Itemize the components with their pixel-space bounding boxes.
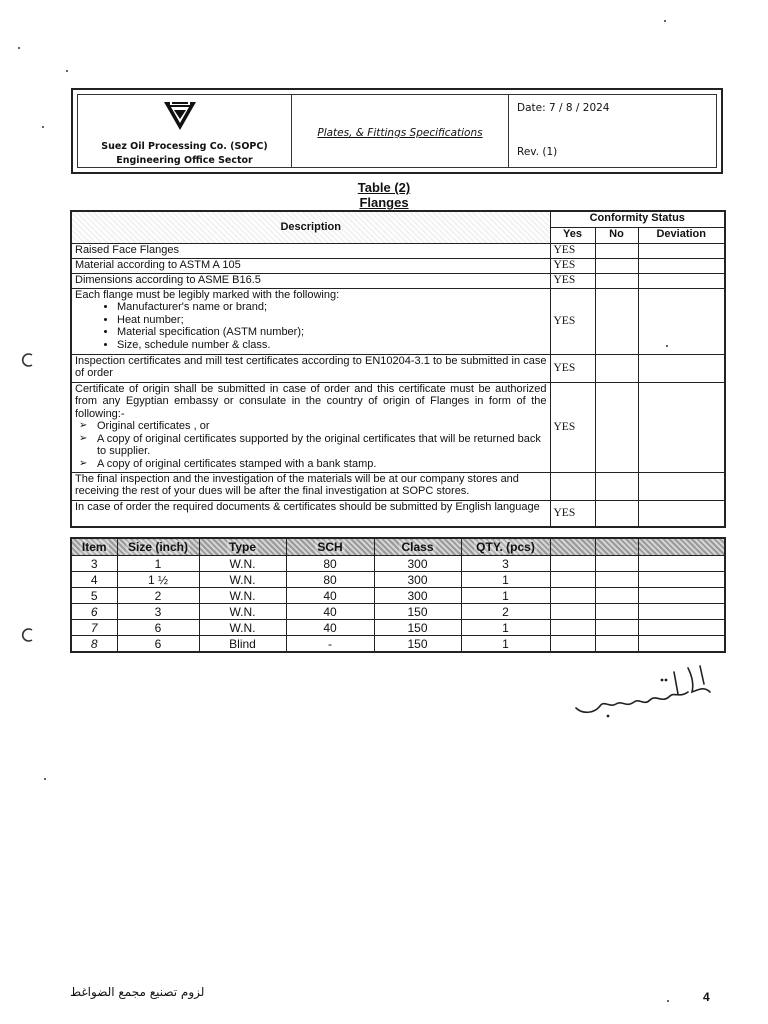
table-row: [71, 636, 725, 653]
table-row: [71, 620, 725, 636]
list-item: ➢ Original certificates , or: [97, 420, 547, 433]
qty-header: QTY. (pcs): [461, 538, 550, 556]
speck: [18, 47, 20, 49]
requirement-text: Material according to ASTM A 105: [71, 258, 550, 273]
type-value: W.N.: [199, 604, 286, 620]
speck: [664, 20, 666, 22]
deviation-cell: [638, 500, 725, 527]
date-text: Date: 7 / 8 / 2024: [517, 102, 610, 114]
sch-value: 40: [286, 620, 374, 636]
speck: [66, 70, 68, 72]
type-value: W.N.: [199, 588, 286, 604]
department-name: Engineering Office Sector: [116, 155, 253, 166]
size-value: 6: [117, 636, 199, 653]
requirement-text: Certificate of origin shall be submitted in case of order and this certificate must be authorized from any Egyptian embassy or consulate in the country of origin of Flanges in form of the following:-: [75, 382, 547, 420]
class-value: 150: [374, 636, 461, 653]
spec-title: Plates, & Fittings Specifications: [317, 127, 483, 139]
deviation-cell: [638, 354, 725, 382]
type-value: W.N.: [199, 620, 286, 636]
date-rev-block: [509, 95, 716, 167]
no-cell: [595, 604, 638, 620]
list-item: • Manufacturer's name or brand;: [117, 301, 547, 314]
yes-cell: [550, 556, 595, 572]
table-title: Table (2): [357, 180, 411, 195]
list-item: • Heat number;: [117, 314, 547, 327]
requirement-text: Raised Face Flanges: [71, 243, 550, 258]
type-header: Type: [199, 538, 286, 556]
item-number: 5: [71, 588, 117, 604]
type-value: Blind: [199, 636, 286, 653]
table-row: [71, 258, 725, 273]
requirement-text: In case of order the required documents & certificates should be submitted by English language: [71, 500, 550, 527]
yes-cell: [550, 572, 595, 588]
description-header: Description: [71, 211, 550, 243]
item-number: 6: [71, 604, 117, 620]
no-cell: [595, 472, 638, 500]
table-row: [71, 273, 725, 288]
yes-mark: YES: [550, 273, 595, 288]
document-header: [71, 88, 723, 174]
sch-value: -: [286, 636, 374, 653]
no-cell: [595, 556, 638, 572]
yes-mark: YES: [550, 243, 595, 258]
qty-value: 1: [461, 620, 550, 636]
qty-value: 1: [461, 636, 550, 653]
no-cell: [595, 538, 638, 556]
no-column-header: No: [595, 227, 638, 243]
sch-value: 40: [286, 604, 374, 620]
no-cell: [595, 273, 638, 288]
table-row: [71, 588, 725, 604]
no-cell: [595, 258, 638, 273]
certificate-options-list: [75, 420, 547, 470]
item-header: Item: [71, 538, 117, 556]
sopc-logo: [162, 99, 198, 133]
table-row: [71, 572, 725, 588]
footer-arabic-note: لزوم تصنيع مجمع الضواغط: [70, 985, 205, 999]
type-value: W.N.: [199, 572, 286, 588]
deviation-cell: [638, 243, 725, 258]
no-cell: [595, 354, 638, 382]
speck: [44, 778, 46, 780]
deviation-cell: [638, 382, 725, 472]
sch-value: 80: [286, 572, 374, 588]
deviation-cell: [638, 604, 725, 620]
no-cell: [595, 500, 638, 527]
speck: [42, 126, 44, 128]
table-row: [71, 604, 725, 620]
speck: [667, 1000, 669, 1002]
conformity-status-header: Conformity Status: [550, 211, 725, 227]
size-value: 2: [117, 588, 199, 604]
punch-hole-bottom: [20, 627, 36, 643]
flange-items-table: [70, 537, 726, 653]
table-row: [71, 243, 725, 258]
deviation-column-header: Deviation: [638, 227, 725, 243]
requirement-cell: [71, 288, 550, 354]
yes-mark: [550, 472, 595, 500]
deviation-cell: [638, 588, 725, 604]
deviation-cell: [638, 538, 725, 556]
table-row: [71, 288, 725, 354]
qty-value: 1: [461, 588, 550, 604]
yes-mark: YES: [550, 288, 595, 354]
no-cell: [595, 243, 638, 258]
yes-mark: YES: [550, 354, 595, 382]
item-number: 8: [71, 636, 117, 653]
sch-value: 80: [286, 556, 374, 572]
class-value: 150: [374, 604, 461, 620]
company-name: Suez Oil Processing Co. (SOPC): [101, 141, 268, 152]
marking-list: [75, 301, 547, 351]
yes-cell: [550, 604, 595, 620]
requirement-cell: [71, 382, 550, 472]
size-value: 1: [117, 556, 199, 572]
deviation-cell: [638, 288, 725, 354]
qty-value: 1: [461, 572, 550, 588]
size-value: 6: [117, 620, 199, 636]
spec-title-block: [292, 95, 509, 167]
class-header: Class: [374, 538, 461, 556]
deviation-cell: [638, 620, 725, 636]
table-row: [71, 472, 725, 500]
no-cell: [595, 636, 638, 653]
yes-cell: [550, 538, 595, 556]
class-value: 150: [374, 620, 461, 636]
yes-mark: YES: [550, 382, 595, 472]
qty-value: 3: [461, 556, 550, 572]
yes-cell: [550, 588, 595, 604]
class-value: 300: [374, 556, 461, 572]
class-value: 300: [374, 588, 461, 604]
size-header: Size (inch): [117, 538, 199, 556]
item-number: 3: [71, 556, 117, 572]
sch-value: 40: [286, 588, 374, 604]
deviation-cell: [638, 572, 725, 588]
company-block: [78, 95, 292, 167]
no-cell: [595, 572, 638, 588]
punch-hole-top: [20, 352, 36, 368]
list-item: ➢ A copy of original certificates stamped with a bank stamp.: [97, 458, 547, 471]
items-header-row: [71, 538, 725, 556]
requirement-text: Dimensions according to ASME B16.5: [71, 273, 550, 288]
deviation-cell: [638, 472, 725, 500]
yes-mark: YES: [550, 500, 595, 527]
requirement-text: Each flange must be legibly marked with the following:: [75, 288, 340, 301]
no-cell: [595, 620, 638, 636]
table-subtitle: Flanges: [359, 195, 409, 210]
requirement-text: Inspection certificates and mill test certificates according to EN10204-3.1 to be submitted in case of order: [71, 354, 550, 382]
requirement-text: The final inspection and the investigation of the materials will be at our company stores and receiving the rest of your dues will be after the final investigation at SOPC stores.: [71, 472, 550, 500]
deviation-cell: [638, 556, 725, 572]
table-row: [71, 556, 725, 572]
table-row: [71, 354, 725, 382]
rev-text: Rev. (1): [517, 146, 558, 158]
yes-cell: [550, 620, 595, 636]
list-item: • Material specification (ASTM number);: [117, 326, 547, 339]
table-row: [71, 500, 725, 527]
list-item: ➢ A copy of original certificates supported by the original certificates that will be returned back to supplier.: [97, 433, 547, 458]
deviation-cell: [638, 636, 725, 653]
deviation-cell: [638, 258, 725, 273]
no-cell: [595, 382, 638, 472]
size-value: 3: [117, 604, 199, 620]
size-value: 1 ½: [117, 572, 199, 588]
yes-mark: YES: [550, 258, 595, 273]
item-number: 4: [71, 572, 117, 588]
yes-column-header: Yes: [550, 227, 595, 243]
deviation-cell: [638, 273, 725, 288]
type-value: W.N.: [199, 556, 286, 572]
qty-value: 2: [461, 604, 550, 620]
class-value: 300: [374, 572, 461, 588]
no-cell: [595, 588, 638, 604]
page-number: 4: [703, 990, 710, 1004]
yes-cell: [550, 636, 595, 653]
handwritten-signature: [570, 662, 720, 722]
list-item: • Size, schedule number & class.: [117, 339, 547, 352]
sch-header: SCH: [286, 538, 374, 556]
item-number: 7: [71, 620, 117, 636]
no-cell: [595, 288, 638, 354]
conformity-table: [70, 210, 726, 528]
table-row: [71, 382, 725, 472]
